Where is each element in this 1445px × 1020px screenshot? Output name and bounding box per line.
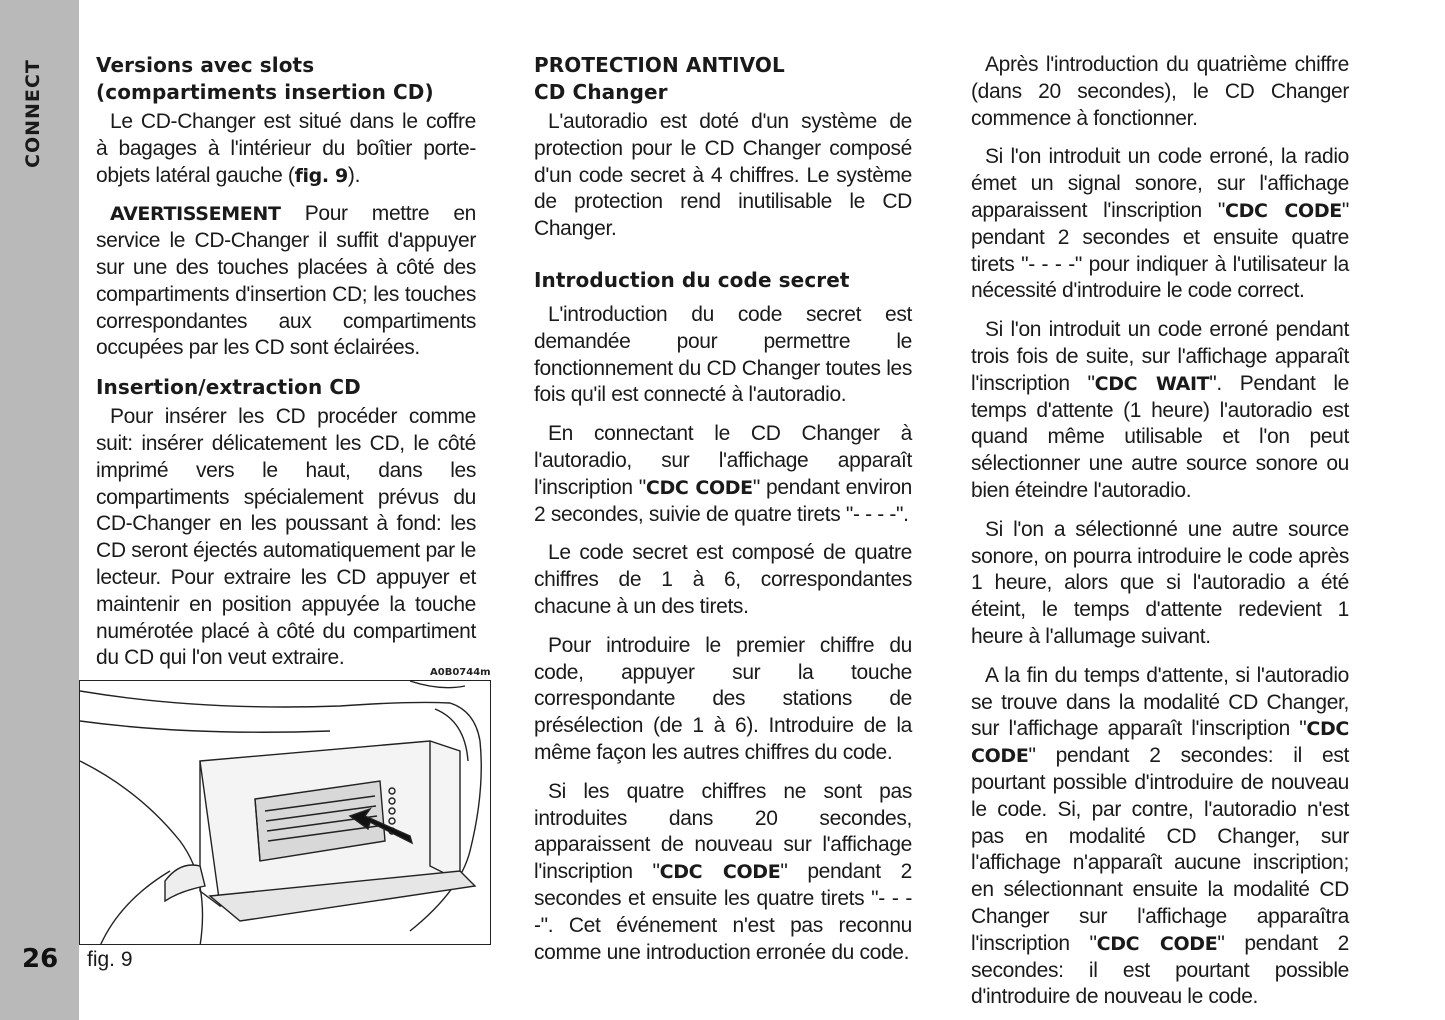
heading-versions-slots [96, 52, 476, 106]
figure-code: A0B0744m [430, 667, 491, 678]
sidebar [0, 0, 79, 1020]
warning-label: AVERTISSEMENT [110, 203, 281, 226]
display-code-text: CDC CODE [1096, 932, 1218, 955]
trunk-compartment-drawing [80, 681, 491, 945]
heading-protection-antivol [534, 52, 912, 106]
heading-introduction-code: Introduction du code secret [534, 267, 850, 292]
display-code-text: CDC CODE [1224, 199, 1342, 222]
display-code-text: CDC CODE [659, 861, 781, 884]
paragraph: Si les quatre chiffres ne sont pas introduites dans 20 secondes, apparaissent de nouveau sur l'affichage l'inscription "CDC CODE" pendant 2 secondes et ensuite les quatre tirets "- - - -". Cet événement n'est pas reconnu comme une introduction erronée du code. [534, 779, 912, 964]
paragraph: Si l'on introduit un code erroné, la radio émet un signal sonore, sur l'affichage apparaissent l'inscription "CDC CODE" pendant 2 secondes et ensuite quatre tirets "- - - -" pour indiquer à l'utilisateur la nécessité d'introduire le code correct. [971, 145, 1349, 303]
section-label: CONNECT [22, 59, 44, 168]
paragraph: L'introduction du code secret est demandée pour permettre le fonctionnement du CD Changer toutes les fois qu'il est connecté à l'autoradio. [534, 302, 912, 407]
heading-line: Versions avec slots [96, 53, 315, 77]
heading-line: (compartiments insertion CD) [96, 80, 434, 104]
heading-line: PROTECTION ANTIVOL [534, 53, 785, 77]
display-code-text: CDC CODE [971, 718, 1349, 768]
display-code-text: CDC CODE [645, 476, 753, 499]
heading-line: CD Changer [534, 80, 668, 104]
column-3 [971, 52, 1349, 1020]
paragraph: A la fin du temps d'attente, si l'autoradio se trouve dans la modalité CD Changer, sur l'affichage apparaît l'inscription "CDC CODE" pendant 2 secondes: il est pourtant possible d'introduire de nouveau le code. Si, par contre, l'autoradio n'est pas en modalité CD Changer, sur l'affichage n'apparaît aucune inscription; en sélectionnant ensuite la modalité CD Changer sur l'affichage apparaîtra l'inscription "CDC CODE" pendant 2 secondes: il est pourtant possible d'introduire de nouveau le code. [971, 663, 1349, 1009]
paragraph: Si l'on introduit un code erroné pendant trois fois de suite, sur l'affichage apparaît l'inscription "CDC WAIT". Pendant le temps d'attente (1 heure) l'autoradio est quand même utilisable et l'on peut sélectionner une autre source sonore ou bien éteindre l'autoradio. [971, 318, 1349, 502]
heading-insertion-extraction: Insertion/extraction CD [96, 375, 361, 400]
paragraph: Le code secret est composé de quatre chiffres de 1 à 6, correspondantes chacune à un des tirets. [534, 541, 912, 618]
paragraph: Après l'introduction du quatrième chiffre (dans 20 secondes), le CD Changer commence à fonctionner. [971, 53, 1349, 130]
column-1 [96, 52, 476, 684]
paragraph: Si l'on a sélectionné une autre source sonore, on pourra introduire le code après 1 heure, alors que si l'autoradio a été éteint, le temps d'attente redevient 1 heure à l'allumage suivant. [971, 517, 1349, 648]
paragraph: En connectant le CD Changer à l'autoradio, sur l'affichage apparaît l'inscription "CDC CODE" pendant environ 2 secondes, suivie de quatre tirets "- - - -". [534, 422, 912, 526]
warning-paragraph: AVERTISSEMENT Pour mettre en service le CD-Changer il suffit d'appuyer sur une des touches placées à côté des compartiments d'insertion CD; les touches correspondantes aux compartiments occupées par les CD sont éclairées. [96, 202, 476, 360]
display-wait-text: CDC WAIT [1094, 372, 1210, 395]
page-number: 26 [22, 944, 59, 974]
column-2 [534, 52, 912, 978]
paragraph: Pour insérer les CD procéder comme suit: insérer délicatement les CD, le côté imprimé vers le haut, dans les compartiments spécialement prévus du CD-Changer en les poussant à fond: les CD seront éjectés automatiquement par le lecteur. Pour extraire les CD appuyer et maintenir en position appuyée la touche numérotée placé à côté du compartiment du CD qui l'on veut extraire. [96, 405, 476, 670]
paragraph: Pour introduire le premier chiffre du code, appuyer sur la touche correspondante des stations de présélection (de 1 à 6). Introduire de la même façon les autres chiffres du code. [534, 633, 912, 764]
figure-caption: fig. 9 [87, 948, 133, 971]
paragraph: Le CD-Changer est situé dans le coffre à bagages à l'intérieur du boîtier porte-objets latéral gauche (fig. 9). [96, 110, 476, 187]
paragraph: L'autoradio est doté d'un système de protection pour le CD Changer composé d'un code secret à 4 chiffres. Le système de protection rend inutilisable le CD Changer. [534, 110, 912, 241]
figure-reference: fig. 9 [294, 164, 348, 187]
cd-changer-illustration [79, 680, 491, 945]
